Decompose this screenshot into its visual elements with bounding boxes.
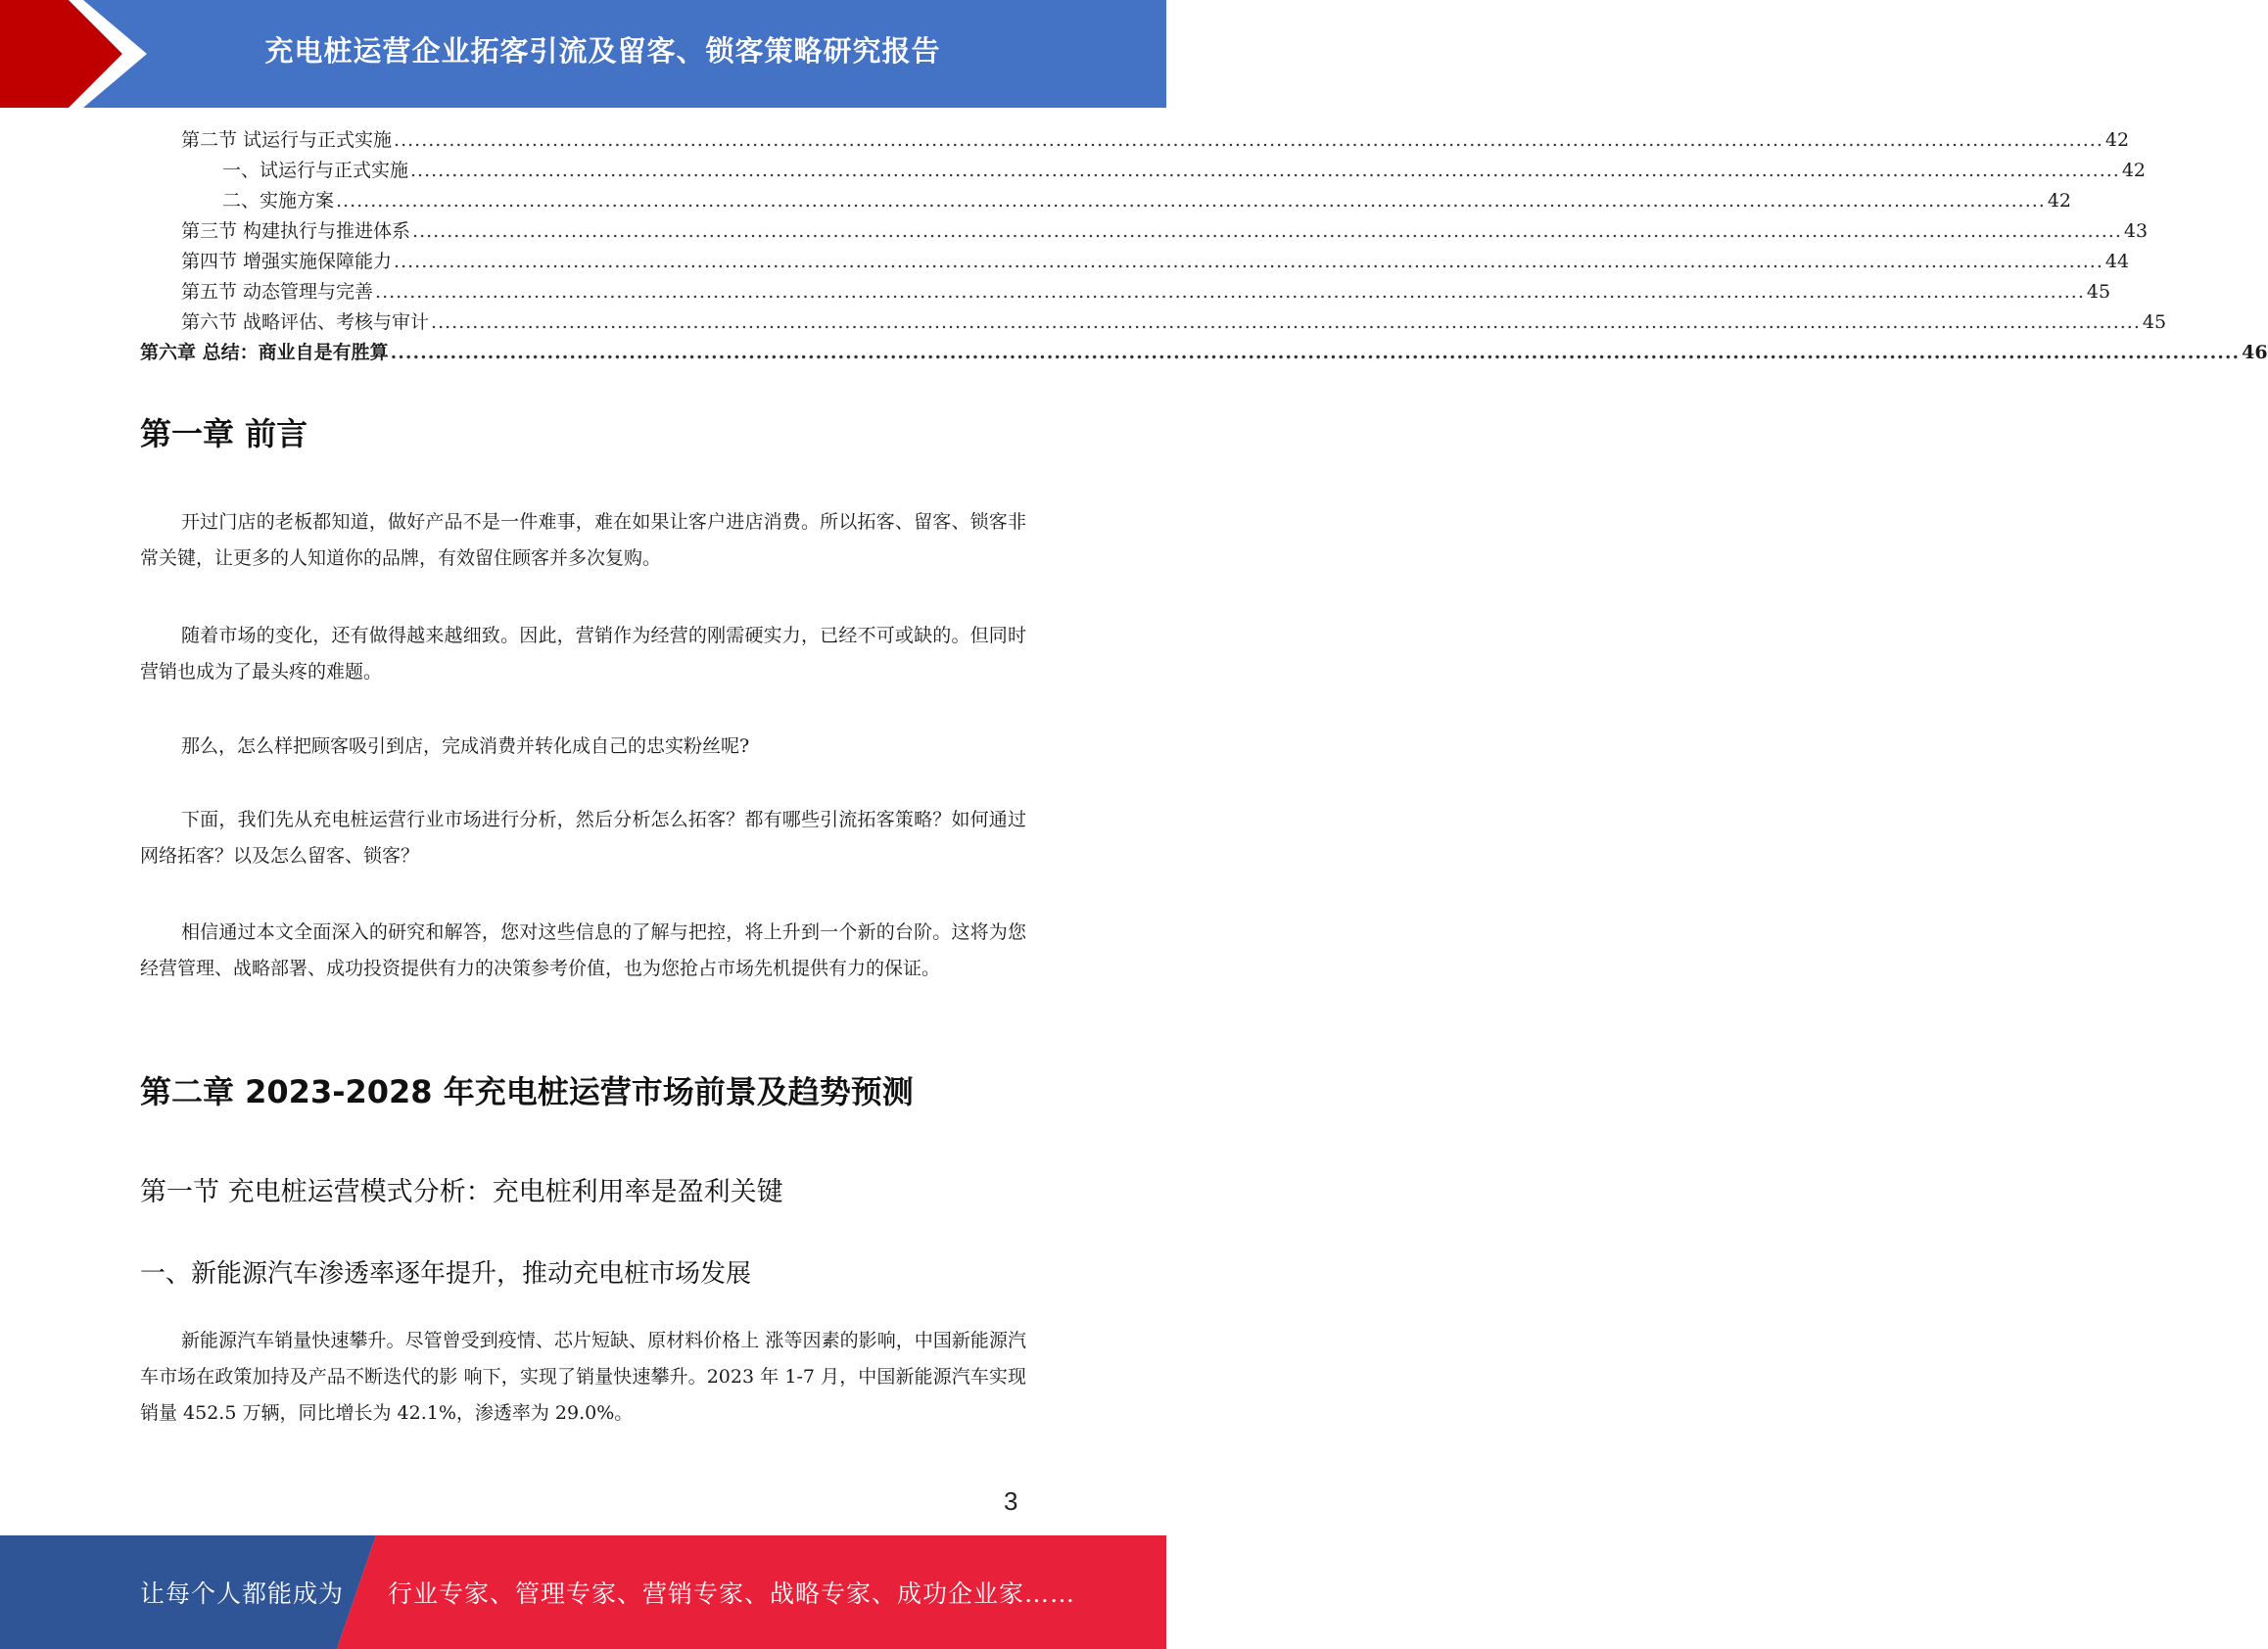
toc-leader-dots: ........................................................................................................................................................................................................................................................ bbox=[412, 220, 2122, 242]
toc-leader-dots: ........................................................................................................................................................................................................................................................ bbox=[336, 190, 2046, 212]
toc-entry-page: 45 bbox=[2086, 281, 2111, 303]
toc-entry-page: 42 bbox=[2121, 160, 2147, 181]
page-header bbox=[0, 0, 1166, 108]
toc-entry-title: 第五节 动态管理与完善 bbox=[181, 281, 374, 303]
toc-leader-dots: ........................................................................................................................................................................................................................................................ bbox=[394, 129, 2103, 151]
page-number: 3 bbox=[1004, 1486, 1018, 1516]
toc-leader-dots: ........................................................................................................................................................................................................................................................ bbox=[410, 160, 2120, 181]
toc-entry-title: 第三节 构建执行与推进体系 bbox=[181, 220, 411, 242]
toc-entry[interactable] bbox=[140, 247, 2130, 277]
toc-entry-page: 46 bbox=[2242, 342, 2268, 363]
body-paragraph: 下面，我们先从充电桩运营行业市场进行分析，然后分析怎么拓客？都有哪些引流拓客策略？如何通过网络拓客？以及怎么留客、锁客？ bbox=[140, 809, 1026, 867]
chapter-heading: 第一章 前言 bbox=[140, 415, 308, 452]
body-paragraph: 那么，怎么样把顾客吸引到店，完成消费并转化成自己的忠实粉丝呢? bbox=[181, 735, 750, 757]
toc-entry[interactable] bbox=[140, 277, 2111, 307]
header-arrow-decoration bbox=[0, 0, 147, 108]
table-of-contents bbox=[140, 125, 2268, 368]
toc-leader-dots: ........................................................................................................................................................................................................................................................ bbox=[431, 311, 2141, 333]
body-paragraph: 新能源汽车销量快速攀升。尽管曾受到疫情、芯片短缺、原材料价格上 涨等因素的影响，中国新能源汽车市场在政策加持及产品不断迭代的影 响下，实现了销量快速攀升。2023 年 1-7 月，中国新能源汽车实现销量 452.5 万辆，同比增长为 42.1%，渗透率为 29.0%。 bbox=[140, 1330, 1026, 1424]
toc-entry[interactable] bbox=[140, 125, 2130, 156]
page-footer bbox=[0, 1535, 1166, 1649]
toc-entry-title: 一、试运行与正式实施 bbox=[222, 160, 409, 181]
toc-entry[interactable] bbox=[140, 338, 2268, 368]
toc-entry[interactable] bbox=[140, 156, 2147, 186]
subsection-heading: 一、新能源汽车渗透率逐年提升，推动充电桩市场发展 bbox=[140, 1259, 752, 1289]
toc-entry[interactable] bbox=[140, 186, 2072, 216]
toc-entry-title: 第六章 总结：商业自是有胜算 bbox=[140, 342, 389, 363]
body-paragraph: 相信通过本文全面深入的研究和解答，您对这些信息的了解与把控，将上升到一个新的台阶。这将为您经营管理、战略部署、成功投资提供有力的决策参考价值，也为您抢占市场先机提供有力的保证。 bbox=[140, 921, 1026, 979]
footer-slogan-left: 让每个人都能成为 bbox=[140, 1579, 345, 1608]
toc-entry-title: 第四节 增强实施保障能力 bbox=[181, 251, 393, 272]
toc-entry[interactable] bbox=[140, 307, 2167, 338]
toc-entry-page: 43 bbox=[2123, 220, 2149, 242]
toc-entry-title: 二、实施方案 bbox=[222, 190, 335, 212]
toc-entry-page: 45 bbox=[2142, 311, 2167, 333]
toc-entry-title: 第六节 战略评估、考核与审计 bbox=[181, 311, 430, 333]
toc-entry-page: 44 bbox=[2104, 251, 2130, 272]
toc-leader-dots: ........................................................................................................................................................................................................................................................ bbox=[375, 281, 2085, 303]
footer-slogan-right: 行业专家、管理专家、营销专家、战略专家、成功企业家…… bbox=[388, 1579, 1076, 1608]
toc-leader-dots: ........................................................................................................................................................................................................................................................ bbox=[390, 342, 2241, 363]
header-title: 充电桩运营企业拓客引流及留客、锁客策略研究报告 bbox=[264, 33, 941, 68]
body-paragraph: 随着市场的变化，还有做得越来越细致。因此，营销作为经营的刚需硬实力，已经不可或缺的。但同时营销也成为了最头疼的难题。 bbox=[140, 625, 1026, 683]
section-heading: 第一节 充电桩运营模式分析：充电桩利用率是盈利关键 bbox=[140, 1177, 783, 1207]
body-paragraph: 开过门店的老板都知道，做好产品不是一件难事，难在如果让客户进店消费。所以拓客、留客、锁客非常关键，让更多的人知道你的品牌，有效留住顾客并多次复购。 bbox=[140, 511, 1026, 569]
toc-entry-title: 第二节 试运行与正式实施 bbox=[181, 129, 393, 151]
chapter-heading: 第二章 2023-2028 年充电桩运营市场前景及趋势预测 bbox=[140, 1073, 914, 1110]
toc-entry[interactable] bbox=[140, 216, 2149, 247]
toc-leader-dots: ........................................................................................................................................................................................................................................................ bbox=[394, 251, 2103, 272]
toc-entry-page: 42 bbox=[2104, 129, 2130, 151]
toc-entry-page: 42 bbox=[2047, 190, 2072, 212]
